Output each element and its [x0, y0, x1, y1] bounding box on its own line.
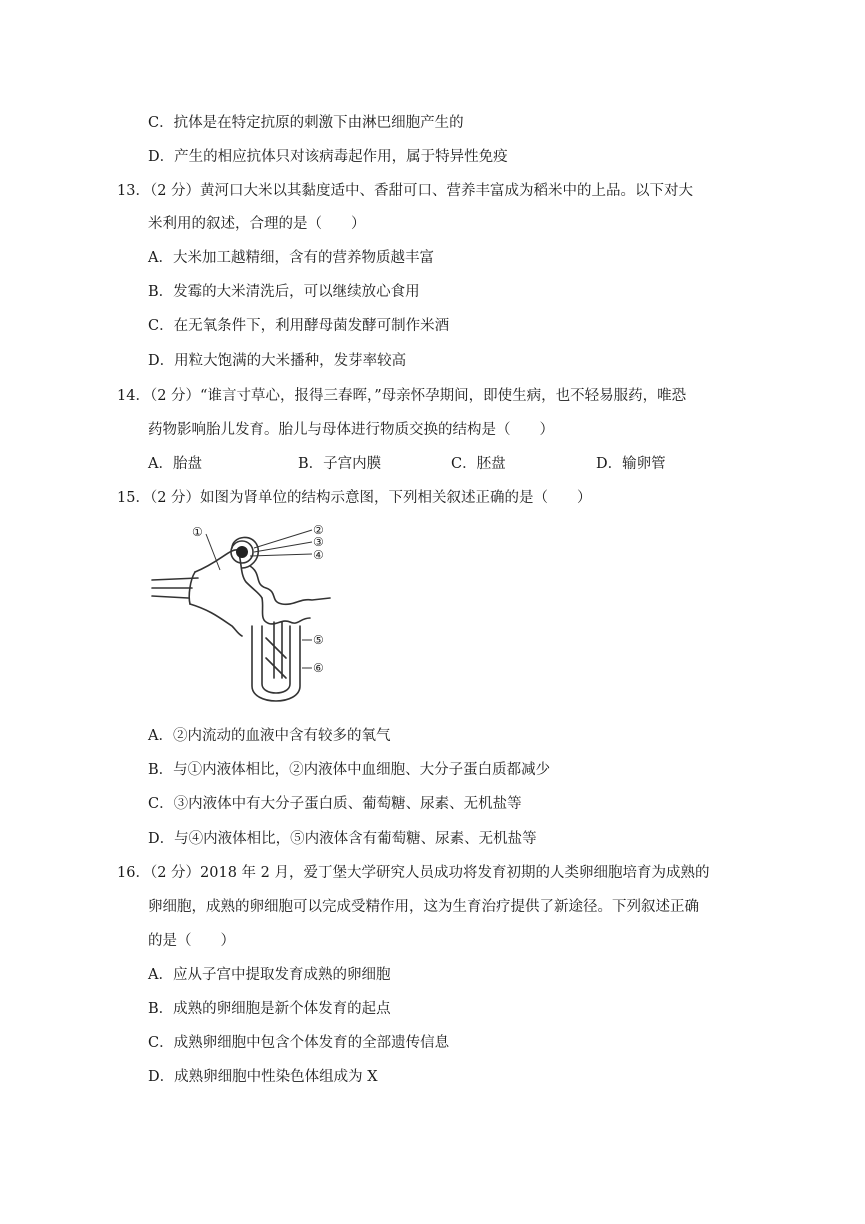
q13-stem-line1: 13．（2 分）黄河口大米以其黏度适中、香甜可口、营养丰富成为稻米中的上品。以下对大 [117, 183, 694, 199]
q16-option-b: B．成熟的卵细胞是新个体发育的起点 [148, 1001, 391, 1017]
q14-stem-line2: 药物影响胎儿发育。胎儿与母体进行物质交换的结构是（ ） [148, 422, 554, 438]
q15-option-c: C．③内液体中有大分子蛋白质、葡萄糖、尿素、无机盐等 [148, 796, 522, 812]
q13-option-d: D．用粒大饱满的大米播种，发芽率较高 [148, 353, 407, 369]
q13-option-c: C．在无氧条件下，利用酵母菌发酵可制作米酒 [148, 318, 450, 334]
q14-option-d: D．输卵管 [596, 456, 666, 472]
figure-label-5: ⑤ [313, 633, 324, 647]
leader-2 [254, 530, 312, 548]
q15-option-d: D．与④内液体相比，⑤内液体含有葡萄糖、尿素、无机盐等 [148, 831, 537, 847]
loop-inner [262, 626, 290, 693]
tube-line-3 [152, 596, 188, 598]
q14-options-row [148, 454, 748, 474]
loop-cross [266, 638, 286, 678]
figure-label-1: ① [192, 525, 203, 539]
q16-option-a: A．应从子宫中提取发育成熟的卵细胞 [148, 967, 391, 983]
glomerulus [236, 546, 248, 558]
leader-3 [254, 542, 312, 552]
q12-option-c: C．抗体是在特定抗原的刺激下由淋巴细胞产生的 [148, 115, 464, 131]
figure-label-6: ⑥ [313, 661, 324, 675]
figure-label-2: ② [313, 523, 324, 537]
q14-option-c: C．胚盘 [451, 456, 506, 472]
q12-option-d: D．产生的相应抗体只对该病毒起作用，属于特异性免疫 [148, 149, 508, 165]
q13-stem-line2: 米利用的叙述，合理的是（ ） [148, 216, 366, 232]
capsule-outline-bottom [190, 604, 242, 636]
leader-4 [250, 554, 312, 556]
q14-stem-line1: 14．（2 分）“谁言寸草心，报得三春晖，”母亲怀孕期间，即使生病，也不轻易服药，唯恐 [117, 388, 687, 404]
q15-stem-line1: 15．（2 分）如图为肾单位的结构示意图，下列相关叙述正确的是（ ） [117, 490, 592, 506]
q16-stem-line3: 的是（ ） [148, 933, 235, 949]
figure-label-3: ③ [313, 535, 324, 549]
q14-option-a: A．胎盘 [148, 456, 202, 472]
q15-option-a: A．②内流动的血液中含有较多的氧气 [148, 728, 391, 744]
q13-option-a: A．大米加工越精细，含有的营养物质越丰富 [148, 250, 434, 266]
q14-option-b: B．子宫内膜 [298, 456, 382, 472]
loop-outer [252, 626, 300, 701]
q16-option-c: C．成熟卵细胞中包含个体发育的全部遗传信息 [148, 1035, 450, 1051]
q16-stem-line1: 16．（2 分）2018 年 2 月，爱丁堡大学研究人员成功将发育初期的人类卵细胞培育为成熟的 [117, 865, 710, 881]
q16-option-d: D．成熟卵细胞中性染色体组成为 X [148, 1069, 378, 1085]
leader-1 [206, 534, 220, 570]
figure-label-4: ④ [313, 548, 324, 562]
tubule-middle [262, 598, 310, 624]
nephron-structure-diagram [150, 518, 340, 713]
q13-option-b: B．发霉的大米清洗后，可以继续放心食用 [148, 284, 420, 300]
q15-option-b: B．与①内液体相比，②内液体中血细胞、大分子蛋白质都减少 [148, 762, 551, 778]
q16-stem-line2: 卵细胞，成熟的卵细胞可以完成受精作用，这为生育治疗提供了新途径。下列叙述正确 [148, 899, 699, 915]
